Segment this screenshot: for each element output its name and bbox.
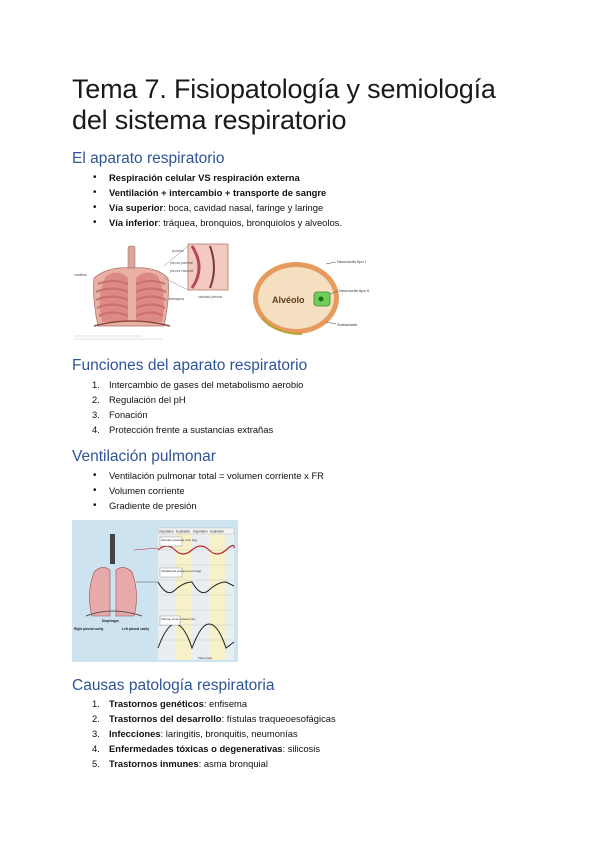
list-item: 3. Infecciones: laringitis, bronquitis, neumonías — [92, 728, 298, 739]
alveolus-figure — [250, 248, 380, 340]
heading-aparato: El aparato respiratorio — [72, 150, 225, 167]
ventilation-figure — [72, 520, 238, 662]
list-item: 3. Fonación — [92, 409, 148, 420]
lung-label-diafragma: diafragma — [168, 297, 184, 301]
list-item: 1. Trastornos genéticos: enfisema — [92, 698, 248, 709]
heading-funciones: Funciones del aparato respiratorio — [72, 357, 308, 374]
list-funciones — [92, 377, 303, 437]
lung-anatomy-figure — [72, 238, 240, 342]
list-item: 5. Trastornos inmunes: asma bronquial — [92, 758, 268, 769]
lung-label-pleura-parietal: pleura parietal — [170, 261, 193, 265]
lung-label-pleura-visceral: pleura visceral — [170, 269, 194, 273]
list-ventilacion — [92, 468, 324, 513]
panel-label-alveolar: Alveolar pressure (mm Hg) — [161, 538, 197, 542]
phase-label-3: Inspiration — [193, 529, 208, 534]
alveolus-label-3: Surfactante — [337, 322, 358, 327]
list-item: 1. Intercambio de gases del metabolismo aerobio — [92, 379, 304, 390]
list-item: • Vía inferior: tráquea, bronquios, bronquiolos y alveolos. — [92, 215, 342, 230]
heading-ventilacion: Ventilación pulmonar — [72, 448, 216, 465]
alveolus-center-label: Alvéolo — [272, 295, 305, 305]
phase-label-4: Expiration — [210, 529, 225, 534]
lung-label-costillas: costillas — [74, 273, 87, 277]
x-axis-label: Time (sec) — [198, 656, 213, 660]
list-aparato — [92, 170, 342, 230]
page-title: Tema 7. Fisiopatología y semiología del sistema respiratorio — [72, 74, 496, 135]
panel-label-intrapleural: Intrapleural pressure (mm Hg) — [161, 569, 202, 573]
list-item: 4. Protección frente a sustancias extrañas — [92, 424, 274, 435]
list-item: • Gradiente de presión — [92, 498, 324, 513]
lung-label-right: Right pleural cavity — [74, 627, 104, 631]
phase-label-2: Expiration — [176, 529, 191, 534]
list-item: 2. Regulación del pH — [92, 394, 186, 405]
list-item: • Ventilación pulmonar total = volumen corriente x FR — [92, 468, 324, 483]
panel-label-volume: Volume of air moved (mL) — [161, 617, 196, 621]
list-causas — [92, 696, 336, 771]
list-item: • Volumen corriente — [92, 483, 324, 498]
alveolus-label-1: Neumocito tipo I — [337, 259, 366, 264]
lung-label-cavidad: cavidad pleural — [198, 295, 223, 299]
phase-label-1: Inspiration — [159, 529, 174, 534]
lung-label-pulmon: pulmón — [172, 249, 184, 253]
alveolus-label-2: Neumocito tipo II — [339, 288, 370, 293]
list-item: 4. Enfermedades tóxicas o degenerativas: silicosis — [92, 743, 321, 754]
heading-causas: Causas patología respiratoria — [72, 677, 275, 694]
list-item: 2. Trastornos del desarrollo: fístulas traqueoesofágicas — [92, 713, 336, 724]
list-item: • Respiración celular VS respiración externa — [92, 170, 342, 185]
list-item: • Ventilación + intercambio + transporte de sangre — [92, 185, 342, 200]
lung-label-left: Left pleural cavity — [122, 627, 150, 631]
lung-label-diaphragm: Diaphragm — [102, 619, 119, 623]
list-item: • Vía superior: boca, cavidad nasal, faringe y laringe — [92, 200, 342, 215]
